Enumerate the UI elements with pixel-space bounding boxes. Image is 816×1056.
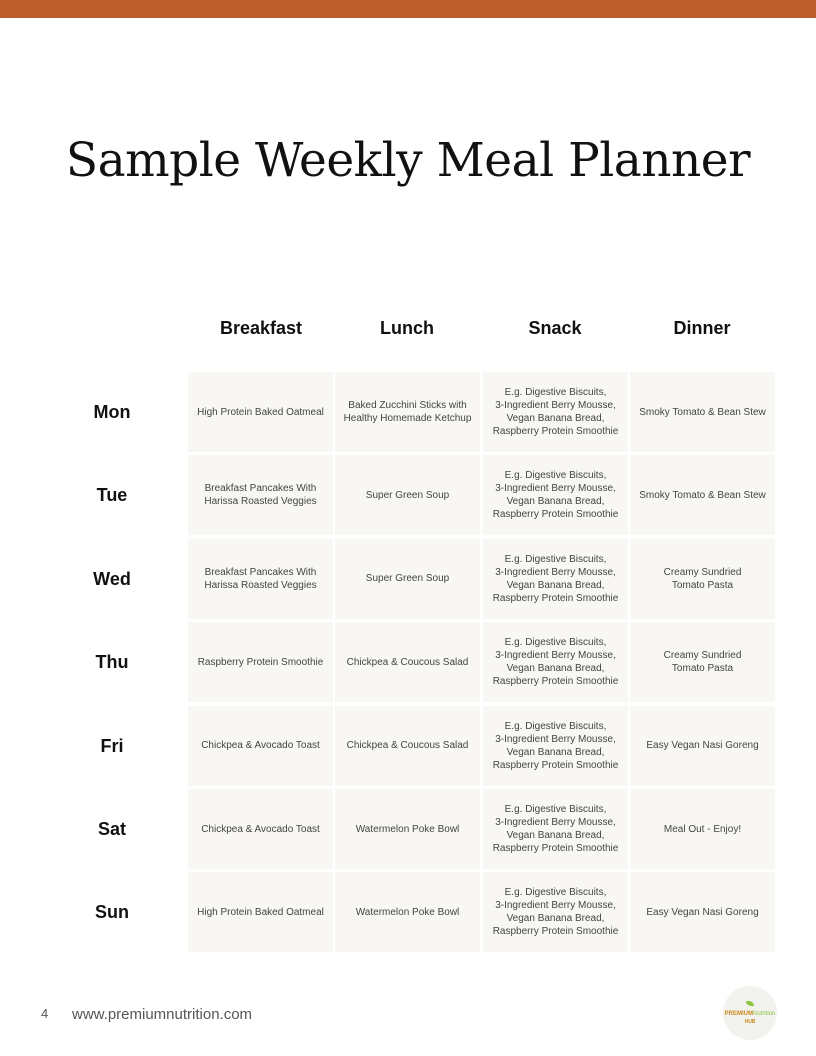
meal-cell-wed-breakfast [188, 539, 333, 619]
meal-cell-tue-snack [483, 455, 628, 535]
meal-cell-fri-breakfast [188, 706, 333, 786]
row-label-sun: Sun [95, 902, 129, 923]
meal-cell-wed-dinner [630, 539, 775, 619]
row-label-fri: Fri [100, 735, 124, 756]
column-header-snack: Snack [528, 318, 582, 338]
footer-url: www.premiumnutrition.com [72, 1006, 253, 1023]
meal-text: High Protein Baked Oatmeal [197, 906, 324, 918]
meal-text: Easy Vegan Nasi Goreng [646, 906, 759, 918]
row-label-tue: Tue [96, 485, 128, 506]
leaf-icon [746, 1001, 754, 1006]
meal-text: Chickpea & Coucous Salad [346, 740, 469, 752]
row-label-thu: Thu [95, 652, 129, 673]
meal-text: High Protein Baked Oatmeal [197, 406, 324, 418]
meal-text: E.g. Digestive Biscuits, 3-Ingredient Berry Mousse, Vegan Banana Bread, Raspberry Protein Smoothie [492, 887, 619, 938]
meal-text: E.g. Digestive Biscuits, 3-Ingredient Berry Mousse, Vegan Banana Bread, Raspberry Protein Smoothie [492, 720, 619, 771]
page-title: Sample Weekly Meal Planner [65, 133, 751, 188]
meal-cell-fri-dinner [630, 706, 775, 786]
meal-cell-sat-dinner [630, 789, 775, 869]
meal-text: Creamy Sundried Tomato Pasta [663, 650, 742, 675]
row-label-sat: Sat [97, 819, 126, 839]
meal-cell-sun-lunch [335, 872, 480, 952]
meal-cell-thu-breakfast [188, 622, 333, 702]
meal-text: E.g. Digestive Biscuits, 3-Ingredient Berry Mousse, Vegan Banana Bread, Raspberry Protein Smoothie [492, 804, 619, 854]
meal-text: Raspberry Protein Smoothie [197, 656, 324, 668]
meal-cell-mon-dinner [630, 372, 775, 452]
meal-cell-thu-snack [483, 622, 628, 702]
meal-text: E.g. Digestive Biscuits, 3-Ingredient Berry Mousse, Vegan Banana Bread, Raspberry Protein Smoothie [492, 387, 619, 437]
meal-cell-tue-dinner [630, 455, 775, 535]
meal-text: Watermelon Poke Bowl [355, 906, 460, 918]
meal-text: Meal Out - Enjoy! [663, 823, 742, 835]
meal-cell-sat-snack [483, 789, 628, 869]
logo-text-nutrition: Nutrition [753, 1010, 776, 1017]
meal-text: Chickpea & Coucous Salad [346, 656, 469, 668]
brand-logo [723, 986, 777, 1040]
meal-cell-mon-lunch [335, 372, 480, 452]
meal-cell-wed-snack [483, 539, 628, 619]
meal-cell-thu-lunch [335, 622, 480, 702]
meal-text: Breakfast Pancakes With Harissa Roasted Veggies [204, 483, 317, 508]
meal-text: Easy Vegan Nasi Goreng [646, 740, 759, 752]
meal-cell-sun-snack [483, 872, 628, 952]
meal-text: Watermelon Poke Bowl [355, 823, 460, 835]
meal-text: Chickpea & Avocado Toast [201, 740, 320, 752]
meal-cell-tue-lunch [335, 455, 480, 535]
row-label-mon: Mon [93, 402, 131, 422]
meal-text: Super Green Soup [365, 573, 450, 585]
logo-text-premium: PREMIUM [724, 1010, 753, 1017]
meal-text: E.g. Digestive Biscuits, 3-Ingredient Berry Mousse, Vegan Banana Bread, Raspberry Protein Smoothie [492, 553, 619, 604]
meal-cell-sun-dinner [630, 872, 775, 952]
meal-text: Chickpea & Avocado Toast [201, 823, 320, 835]
meal-cell-fri-lunch [335, 706, 480, 786]
meal-text: Breakfast Pancakes With Harissa Roasted Veggies [204, 566, 317, 591]
meal-cell-tue-breakfast [188, 455, 333, 535]
logo-text-hub: HUB [744, 1018, 756, 1025]
meal-text: Creamy Sundried Tomato Pasta [663, 566, 742, 591]
meal-text: E.g. Digestive Biscuits, 3-Ingredient Berry Mousse, Vegan Banana Bread, Raspberry Protein Smoothie [492, 637, 619, 688]
meal-cell-mon-snack [483, 372, 628, 452]
meal-cell-thu-dinner [630, 622, 775, 702]
meal-cell-sat-lunch [335, 789, 480, 869]
row-label-wed: Wed [93, 568, 131, 589]
column-header-lunch: Lunch [380, 318, 434, 338]
top-accent-bar [0, 0, 816, 18]
meal-text: Super Green Soup [365, 489, 450, 501]
meal-text: Smoky Tomato & Bean Stew [639, 406, 766, 418]
meal-cell-mon-breakfast [188, 372, 333, 452]
column-header-breakfast: Breakfast [219, 318, 303, 338]
column-header-dinner: Dinner [673, 318, 731, 338]
meal-cell-sun-breakfast [188, 872, 333, 952]
meal-cell-wed-lunch [335, 539, 480, 619]
page-number: 4 [41, 1006, 49, 1021]
meal-text: Baked Zucchini Sticks with Healthy Homemade Ketchup [343, 400, 472, 424]
meal-cell-sat-breakfast [188, 789, 333, 869]
meal-text: E.g. Digestive Biscuits, 3-Ingredient Berry Mousse, Vegan Banana Bread, Raspberry Protein Smoothie [492, 470, 619, 521]
meal-cell-fri-snack [483, 706, 628, 786]
meal-text: Smoky Tomato & Bean Stew [639, 489, 766, 501]
